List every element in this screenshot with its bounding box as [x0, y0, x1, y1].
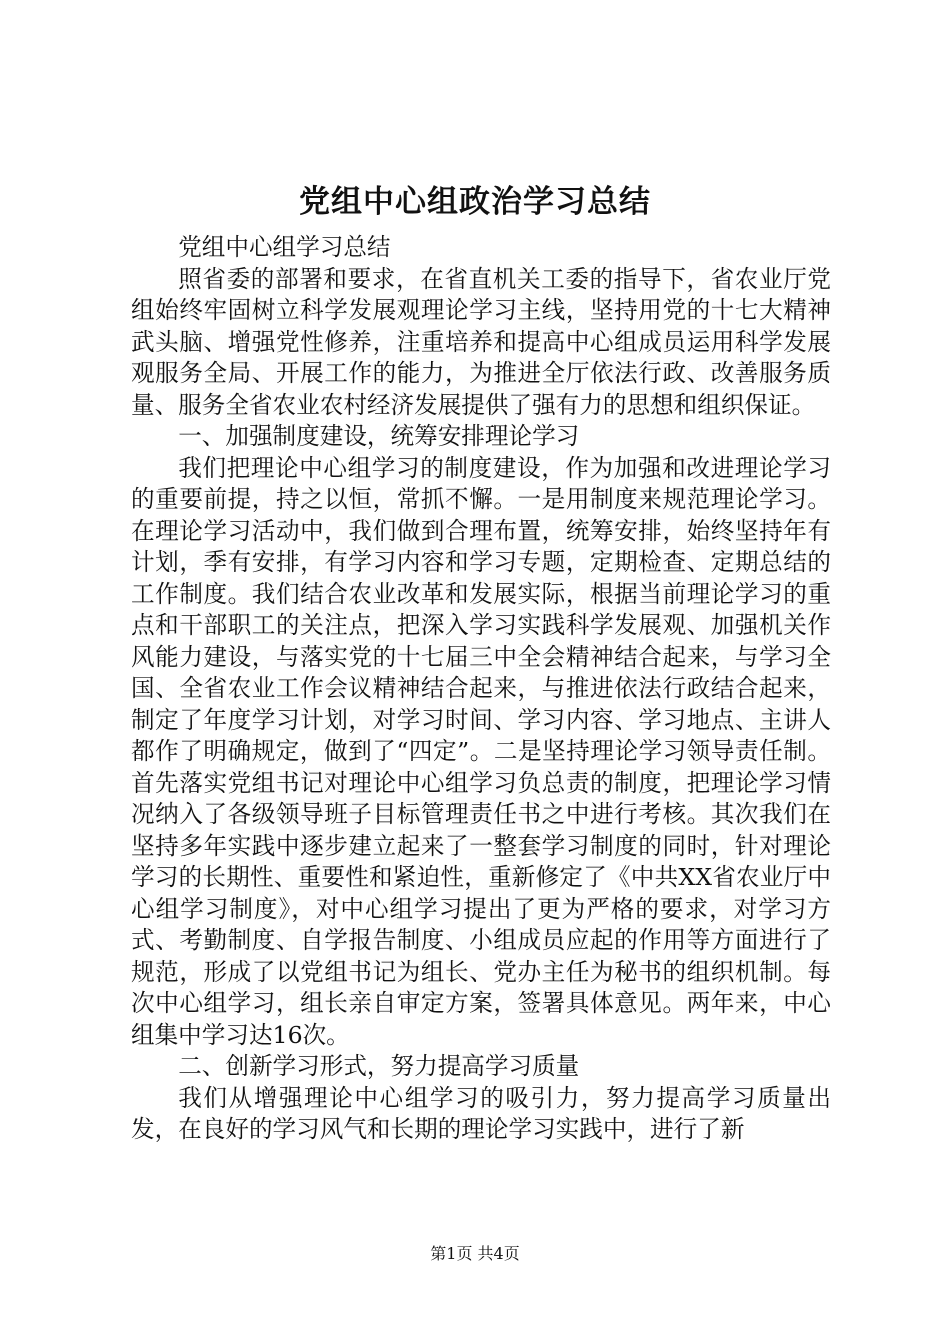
section-heading-1: 一、加强制度建设，统筹安排理论学习	[178, 422, 580, 450]
paragraph-intro: 照省委的部署和要求，在省直机关工委的指导下，省农业厅党组始终牢固树立科学发展观理论学习主线，坚持用党的十七大精神武头脑、增强党性修养，注重培养和提高中心组成员运用科学发展观服务全局、开展工作的能力，为推进全厅依法行政、改善服务质量、服务全省农业农村经济发展提供了强有力的思想和组织保证。	[131, 264, 831, 419]
document-body	[131, 232, 831, 1146]
paragraph-subtitle: 党组中心组学习总结	[178, 233, 391, 261]
document-title: 党组中心组政治学习总结	[299, 184, 651, 220]
page-footer: 第1页 共4页	[430, 1244, 520, 1263]
paragraph-section-1: 我们把理论中心组学习的制度建设，作为加强和改进理论学习的重要前提，持之以恒，常抓不懈。一是用制度来规范理论学习。在理论学习活动中，我们做到合理布置，统筹安排，始终坚持年有计划，季有安排，有学习内容和学习专题，定期检查、定期总结的工作制度。我们结合农业改革和发展实际，根据当前理论学习的重点和干部职工的关注点，把深入学习实践科学发展观、加强机关作风能力建设，与落实党的十七届三中全会精神结合起来，与学习全国、全省农业工作会议精神结合起来，与推进依法行政结合起来，制定了年度学习计划，对学习时间、学习内容、学习地点、主讲人都作了明确规定，做到了“四定”。二是坚持理论学习领导责任制。首先落实党组书记对理论中心组学习负总责的制度，把理论学习情况纳入了各级领导班子目标管理责任书之中进行考核。其次我们在坚持多年实践中逐步建立起来了一整套学习制度的同时，针对理论学习的长期性、重要性和紧迫性，重新修定了《中共XX省农业厅中心组学习制度》，对中心组学习提出了更为严格的要求，对学习方式、考勤制度、自学报告制度、小组成员应起的作用等方面进行了规范，形成了以党组书记为组长、党办主任为秘书的组织机制。每次中心组学习，组长亲自审定方案，签署具体意见。两年来，中心组集中学习达16次。	[131, 453, 831, 1049]
section-heading-2: 二、创新学习形式，努力提高学习质量	[178, 1052, 580, 1080]
paragraph-section-2: 我们从增强理论中心组学习的吸引力，努力提高学习质量出发，在良好的学习风气和长期的理论学习实践中，进行了新	[131, 1083, 831, 1143]
